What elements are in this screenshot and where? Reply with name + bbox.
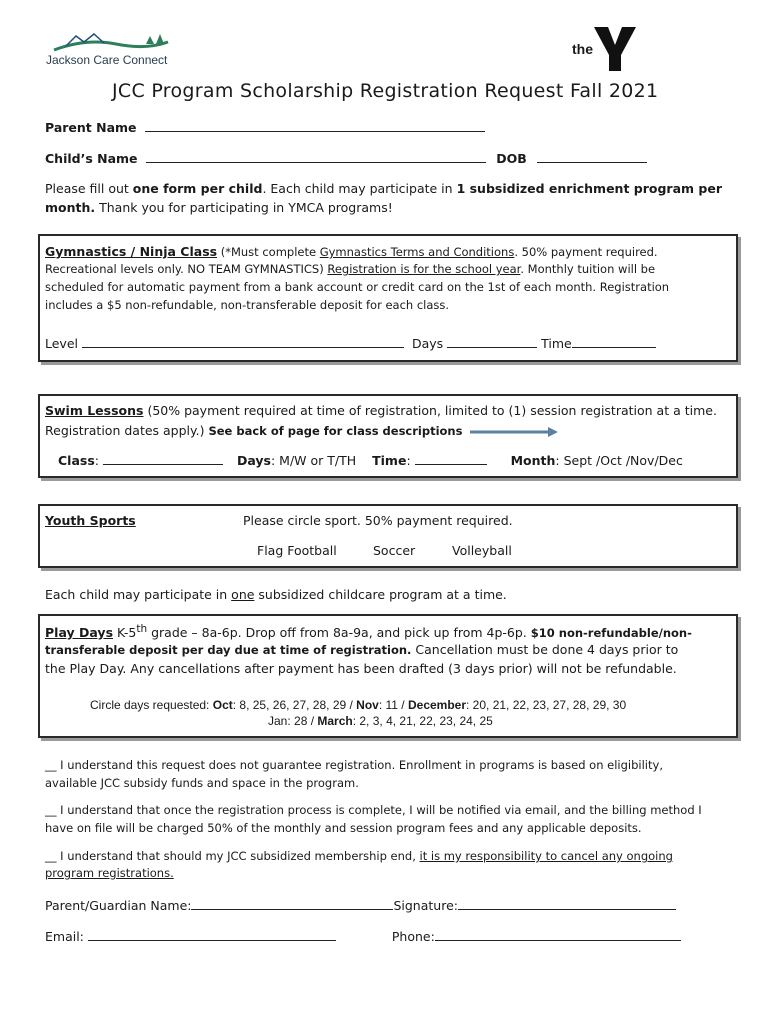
dob-field[interactable] [537,150,647,163]
play-days-bold: $10 non-refundable/non- [530,626,692,641]
level-field[interactable] [82,335,404,348]
ymca-y-icon [594,25,636,73]
gymnastics-heading: Gymnastics / Ninja Class [45,244,218,259]
play-days-bold: transferable deposit per day due at time of registration. [45,643,412,657]
swim-see-back-note: See back of page for class descriptions [208,424,463,438]
logo-text: Jackson Care Connect [46,53,168,67]
childcare-text: subsidized childcare program at a time. [254,587,507,602]
class-label: Class [58,453,95,468]
gymnastics-text: Recreational levels only. NO TEAM GYMNASTICS) [45,262,328,276]
child-name-field[interactable] [146,150,486,163]
play-days-line-2 [45,642,678,657]
play-days-dates[interactable]: : 8, 25, 26, 27, 28, 29 / [232,698,357,712]
play-days-text: grade – 8a-6p. Drop off from 8a-9a, and pick up from 4p-6p. [147,625,531,641]
swim-line-1 [45,403,717,418]
gymnastics-line-3: scheduled for automatic payment from a bank account or credit card on the 1st of each month. Registration [45,280,670,294]
signature-label: Signature: [393,898,458,913]
swim-time-field[interactable] [415,452,487,465]
play-days-dates-2 [268,714,493,728]
swim-heading: Swim Lessons [45,403,144,418]
intro-text: Please fill out [45,181,133,196]
swim-text: (50% payment required at time of registration, limited to (1) session registration at a time. [143,403,717,418]
gymnastics-text: . Monthly tuition will be [520,262,656,276]
days-label: Days [411,336,444,351]
play-days-text: K-5 [113,625,137,641]
level-label: Level [45,336,78,351]
gymnastics-text: (*Must complete [217,245,320,259]
play-days-text: Cancellation must be done 4 days prior to [411,642,679,657]
intro-line-2 [45,200,393,215]
time-label: Time [541,336,572,351]
ack-1-line-2: available JCC subsidy funds and space in the program. [45,776,359,790]
play-days-dates[interactable]: : 2, 3, 4, 21, 22, 23, 24, 25 [352,714,493,728]
swim-line-2 [45,423,560,438]
gymnastics-line-1 [45,244,658,259]
youth-sports-instruction: Please circle sport. 50% payment required. [243,513,513,528]
parent-name-field[interactable] [145,119,485,132]
intro-bold: one form per child [132,181,263,196]
ack-text: __ I understand that should my JCC subsidized membership end, [45,849,420,863]
gymnastics-fields [45,335,656,351]
intro-bold: 1 subsidized enrichment program per [456,181,722,196]
play-days-text: Circle days requested: [90,698,213,712]
play-days-dates[interactable]: : 20, 21, 22, 23, 27, 28, 29, 30 [466,698,627,712]
signature-field[interactable] [458,897,676,910]
parent-name-row [45,119,485,135]
swim-days-label: Days [236,453,271,468]
arrow-right-icon [470,426,560,438]
phone-label: Phone: [391,929,435,944]
swim-days-value: : M/W or T/TH [270,453,357,468]
mountain-icon [46,30,176,54]
ack-1-line-1[interactable]: __ I understand this request does not guarantee registration. Enrollment in programs is based on eligibility, [45,758,663,772]
guardian-signature-row [45,897,676,913]
time-field[interactable] [572,335,656,348]
play-days-month: December [407,698,467,712]
contact-row [45,928,681,944]
play-days-line-1 [45,623,692,640]
ack-3-line-1[interactable] [45,849,673,863]
play-days-dates[interactable]: Jan: 28 / [268,714,318,728]
ack-2-line-2: have on file will be charged 50% of the monthly and session program fees and any applicable deposits. [45,821,642,835]
intro-line-1 [45,181,722,196]
ack-emphasis: it is my responsibility to cancel any ongoing [419,849,673,863]
child-name-row [45,150,647,166]
guardian-name-field[interactable] [191,897,393,910]
email-field[interactable] [88,928,336,941]
month-label: Month [510,453,556,468]
ack-3-line-2: program registrations. [45,866,174,880]
play-days-month: Oct [212,698,233,712]
childcare-note [45,587,507,602]
page-title: JCC Program Scholarship Registration Request Fall 2021 [112,80,659,102]
intro-bold: month. [45,200,96,215]
play-days-sup: th [136,623,148,635]
gymnastics-terms-link[interactable]: Gymnastics Terms and Conditions [319,245,515,259]
intro-text: . Each child may participate in [262,181,457,196]
class-field[interactable] [103,452,223,465]
childcare-emphasis: one [231,587,255,602]
days-field[interactable] [447,335,537,348]
gymnastics-text: . 50% payment required. [514,245,658,259]
child-name-label: Child’s Name [45,151,138,166]
intro-text: Thank you for participating in YMCA programs! [95,200,393,215]
play-days-dates-1 [90,698,626,712]
swim-text: Registration dates apply.) [45,423,209,438]
sport-option-volleyball[interactable]: Volleyball [452,543,512,558]
guardian-name-label: Parent/Guardian Name: [45,898,192,913]
play-days-dates[interactable]: : 11 / [378,698,408,712]
swim-time-label: Time [372,453,407,468]
ack-2-line-1[interactable]: __ I understand that once the registration process is complete, I will be notified via email, and the billing method I [45,803,702,817]
sport-option-soccer[interactable]: Soccer [373,543,416,558]
childcare-text: Each child may participate in [45,587,232,602]
play-days-heading: Play Days [45,625,114,641]
sport-option-flag-football[interactable]: Flag Football [257,543,337,558]
play-days-line-3: the Play Day. Any cancellations after payment has been drafted (3 days prior) will not be refundable. [45,661,677,676]
youth-sports-heading: Youth Sports [45,513,136,528]
ymca-logo [572,25,638,75]
email-label: Email: [45,929,88,944]
ymca-logo-text: the [572,41,593,57]
play-days-month: Nov [356,698,379,712]
month-value: : Sept /Oct /Nov/Dec [555,453,683,468]
phone-field[interactable] [435,928,681,941]
gymnastics-line-2 [45,262,655,276]
gymnastics-line-4: includes a $5 non-refundable, non-transferable deposit for each class. [45,298,450,312]
swim-fields: Class: Days: M/W or T/TH Time: Month: Sept /Oct /Nov/Dec [58,453,683,468]
dob-label: DOB [496,151,527,166]
jackson-care-connect-logo [46,30,176,70]
play-days-month: March [317,714,353,728]
gymnastics-school-year-note: Registration is for the school year [327,262,521,276]
parent-name-label: Parent Name [45,120,137,135]
